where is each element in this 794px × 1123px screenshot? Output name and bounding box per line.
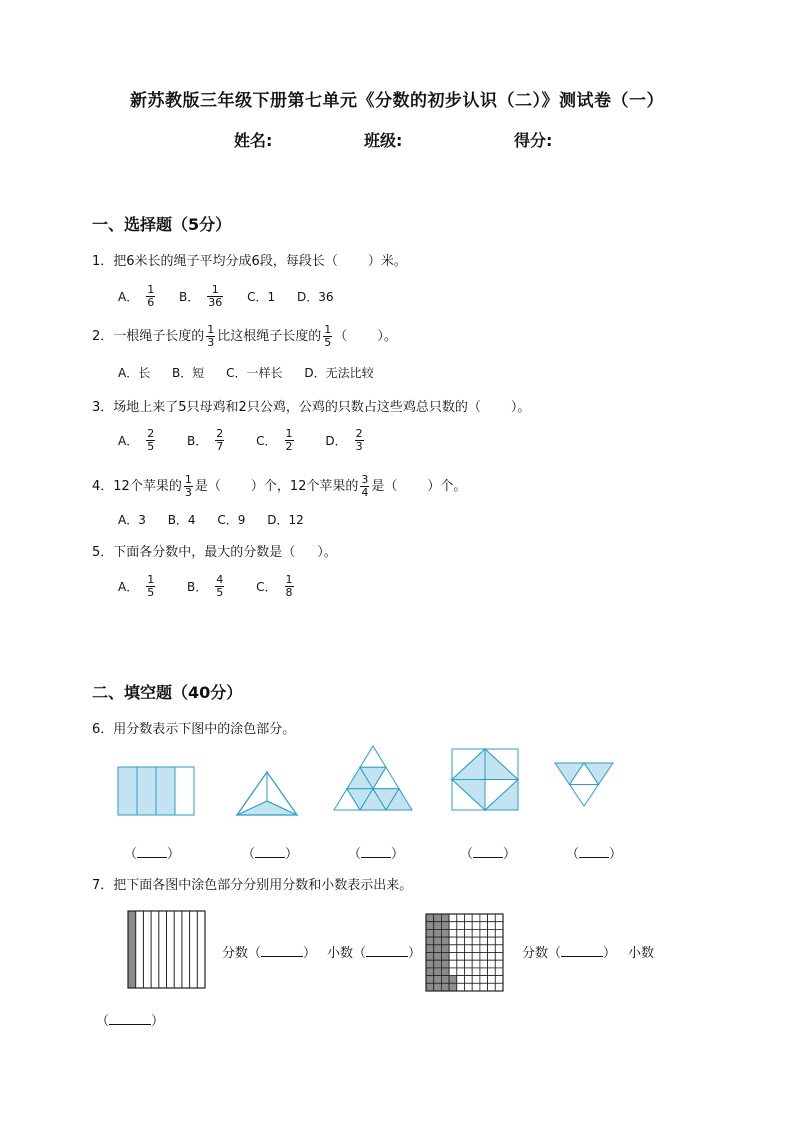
answer-blank[interactable]: （ ） xyxy=(124,847,181,862)
grid-cell xyxy=(472,953,480,961)
grid-cell-shaded xyxy=(441,983,449,991)
grid-cell xyxy=(495,960,503,968)
fraction-answer-2[interactable]: 分数（ ） xyxy=(522,946,617,961)
decimal-label-2: 小数 xyxy=(628,946,655,961)
question-5: 5．下面各分数中，最大的分数是（ ）。 xyxy=(92,545,337,560)
section-heading-choice: 一、选择题（5分） xyxy=(92,215,232,234)
class-label: 班级: xyxy=(364,131,403,150)
grid-cell xyxy=(465,914,473,922)
grid-cell-shaded xyxy=(434,960,442,968)
grid-cell xyxy=(457,968,465,976)
question-3: 3．场地上来了5只母鸡和2只公鸡，公鸡的只数占这些鸡总只数的（ ）。 xyxy=(92,400,531,415)
question-4-options xyxy=(118,511,322,528)
question-7: 7．把下面各图中涂色部分分别用分数和小数表示出来。 xyxy=(92,878,413,893)
grid-cell xyxy=(449,914,457,922)
answer-blank[interactable]: （ ） xyxy=(348,847,405,862)
grid-cell xyxy=(457,960,465,968)
option-b: B．短 xyxy=(172,366,205,380)
question-5-options xyxy=(118,574,314,599)
option-b: B． $\frac{2}{7}$ xyxy=(187,427,224,453)
page-title: 新苏教版三年级下册第七单元《分数的初步认识（二）》测试卷（一） xyxy=(130,91,664,111)
answer-blank[interactable]: （ ） xyxy=(566,847,623,862)
grid-cell xyxy=(457,976,465,984)
figure-rect-columns xyxy=(118,767,194,815)
grid-cell xyxy=(480,968,488,976)
grid-cell xyxy=(488,968,496,976)
option-c: C．一样长 xyxy=(226,366,283,380)
grid-cell xyxy=(488,953,496,961)
grid-cell xyxy=(488,922,496,930)
grid-cell xyxy=(488,945,496,953)
grid-cell xyxy=(457,937,465,945)
grid-cell xyxy=(472,945,480,953)
figure-hundredths-grid xyxy=(426,914,503,991)
grid-cell xyxy=(495,968,503,976)
section-heading-fill: 二、填空题（40分） xyxy=(92,683,243,702)
grid-cell xyxy=(465,937,473,945)
grid-cell xyxy=(488,937,496,945)
option-a: A． $\frac{2}{5}$ xyxy=(118,427,155,453)
question-1-options xyxy=(118,284,351,309)
grid-cell xyxy=(480,922,488,930)
grid-cell xyxy=(488,914,496,922)
grid-cell xyxy=(480,976,488,984)
grid-cell xyxy=(495,953,503,961)
grid-cell-shaded xyxy=(441,976,449,984)
grid-cell xyxy=(495,983,503,991)
grid-cell xyxy=(488,929,496,937)
grid-cell xyxy=(457,922,465,930)
question-6: 6．用分数表示下图中的涂色部分。 xyxy=(92,722,296,737)
grid-cell xyxy=(495,945,503,953)
grid-cell xyxy=(495,922,503,930)
question-2: 2．一根绳子长度的 $\frac{1}{3}$ 比这根绳子长度的 $\frac{1}{5}$ （ ）。 xyxy=(92,323,397,349)
grid-cell-shaded xyxy=(426,929,434,937)
grid-cell xyxy=(465,983,473,991)
answer-blank[interactable]: （ ） xyxy=(460,847,517,862)
figure-triangle-ninths xyxy=(334,746,412,810)
grid-cell xyxy=(472,914,480,922)
grid-cell xyxy=(495,976,503,984)
grid-cell-shaded xyxy=(449,983,457,991)
decimal-answer-2[interactable]: （ ） xyxy=(96,1014,165,1029)
grid-cell xyxy=(488,983,496,991)
fraction-answer-1[interactable]: 分数（ ） xyxy=(222,946,317,961)
grid-cell xyxy=(457,945,465,953)
grid-cell xyxy=(449,960,457,968)
name-label: 姓名: xyxy=(234,131,273,150)
grid-cell-shaded xyxy=(426,914,434,922)
grid-cell-shaded xyxy=(441,945,449,953)
grid-cell-shaded xyxy=(426,937,434,945)
grid-cell-shaded xyxy=(441,960,449,968)
grid-cell xyxy=(449,945,457,953)
grid-cell xyxy=(480,960,488,968)
option-b: B． $\frac{1}{36}$ xyxy=(179,283,223,309)
grid-cell xyxy=(465,922,473,930)
option-c: C．1 xyxy=(247,290,276,304)
grid-cell-shaded xyxy=(426,968,434,976)
grid-cell-shaded xyxy=(434,983,442,991)
option-d: D． $\frac{2}{3}$ xyxy=(325,427,363,453)
figure-triangle-thirds xyxy=(237,772,297,815)
grid-cell xyxy=(449,929,457,937)
grid-cell-shaded xyxy=(426,976,434,984)
grid-cell xyxy=(495,929,503,937)
grid-cell-shaded xyxy=(426,945,434,953)
grid-cell xyxy=(472,960,480,968)
option-b: B． $\frac{4}{5}$ xyxy=(187,573,224,599)
option-c: C． $\frac{1}{2}$ xyxy=(256,427,293,453)
grid-cell xyxy=(480,929,488,937)
grid-cell xyxy=(488,976,496,984)
option-d: D．12 xyxy=(267,513,304,527)
grid-cell-shaded xyxy=(441,914,449,922)
grid-cell xyxy=(457,914,465,922)
grid-cell xyxy=(465,945,473,953)
grid-cell xyxy=(449,968,457,976)
figure-inverted-triangle xyxy=(555,763,613,806)
grid-cell xyxy=(465,976,473,984)
grid-cell xyxy=(480,953,488,961)
option-c: C． $\frac{1}{8}$ xyxy=(256,573,293,599)
grid-cell-shaded xyxy=(449,976,457,984)
grid-cell-shaded xyxy=(434,922,442,930)
grid-cell xyxy=(457,953,465,961)
grid-cell-shaded xyxy=(426,922,434,930)
figure-tenths-strips xyxy=(128,911,205,988)
option-c: C．9 xyxy=(217,513,246,527)
grid-cell xyxy=(495,914,503,922)
grid-cell xyxy=(488,960,496,968)
grid-cell xyxy=(449,953,457,961)
grid-cell xyxy=(480,983,488,991)
option-a: A． $\frac{1}{5}$ xyxy=(118,573,155,599)
option-a: A．长 xyxy=(118,366,151,380)
grid-cell xyxy=(465,968,473,976)
grid-cell xyxy=(449,937,457,945)
grid-cell-shaded xyxy=(441,929,449,937)
grid-cell-shaded xyxy=(434,976,442,984)
option-d: D．无法比较 xyxy=(304,366,374,380)
grid-cell-shaded xyxy=(434,945,442,953)
grid-cell xyxy=(465,960,473,968)
grid-cell xyxy=(480,914,488,922)
grid-cell xyxy=(449,922,457,930)
grid-cell-shaded xyxy=(441,922,449,930)
option-a: A．3 xyxy=(118,513,146,527)
grid-cell xyxy=(495,937,503,945)
grid-cell xyxy=(472,937,480,945)
option-d: D．36 xyxy=(296,290,334,304)
question-2-options xyxy=(118,364,392,381)
grid-cell xyxy=(472,976,480,984)
grid-cell-shaded xyxy=(434,968,442,976)
grid-cell xyxy=(480,937,488,945)
question-1: 1．把6米长的绳子平均分成6段，每段长（ ）米。 xyxy=(92,254,407,269)
question-4: 4．12个苹果的 $\frac{1}{3}$ 是（ ）个，12个苹果的 $\frac{3}{4}$ 是（ ）个。 xyxy=(92,473,467,499)
grid-cell-shaded xyxy=(426,953,434,961)
decimal-answer-1[interactable]: 小数（ ） xyxy=(327,946,422,961)
grid-cell-shaded xyxy=(441,968,449,976)
grid-cell xyxy=(472,968,480,976)
score-label: 得分: xyxy=(514,131,553,150)
grid-cell-shaded xyxy=(426,983,434,991)
grid-cell-shaded xyxy=(434,937,442,945)
grid-cell-shaded xyxy=(441,937,449,945)
grid-cell xyxy=(480,945,488,953)
grid-cell xyxy=(457,929,465,937)
grid-cell-shaded xyxy=(434,914,442,922)
grid-cell-shaded xyxy=(434,929,442,937)
grid-cell-shaded xyxy=(434,953,442,961)
grid-cell-shaded xyxy=(441,953,449,961)
grid-cell-shaded xyxy=(426,960,434,968)
grid-cell xyxy=(465,929,473,937)
question-3-options xyxy=(118,428,384,453)
answer-blank[interactable]: （ ） xyxy=(242,847,299,862)
grid-cell xyxy=(472,929,480,937)
grid-cell xyxy=(472,922,480,930)
figure-square-diamond xyxy=(452,749,518,810)
grid-cell xyxy=(472,983,480,991)
option-a: A． $\frac{1}{6}$ xyxy=(118,283,155,309)
grid-cell xyxy=(457,983,465,991)
grid-cell xyxy=(465,953,473,961)
option-b: B．4 xyxy=(167,513,196,527)
